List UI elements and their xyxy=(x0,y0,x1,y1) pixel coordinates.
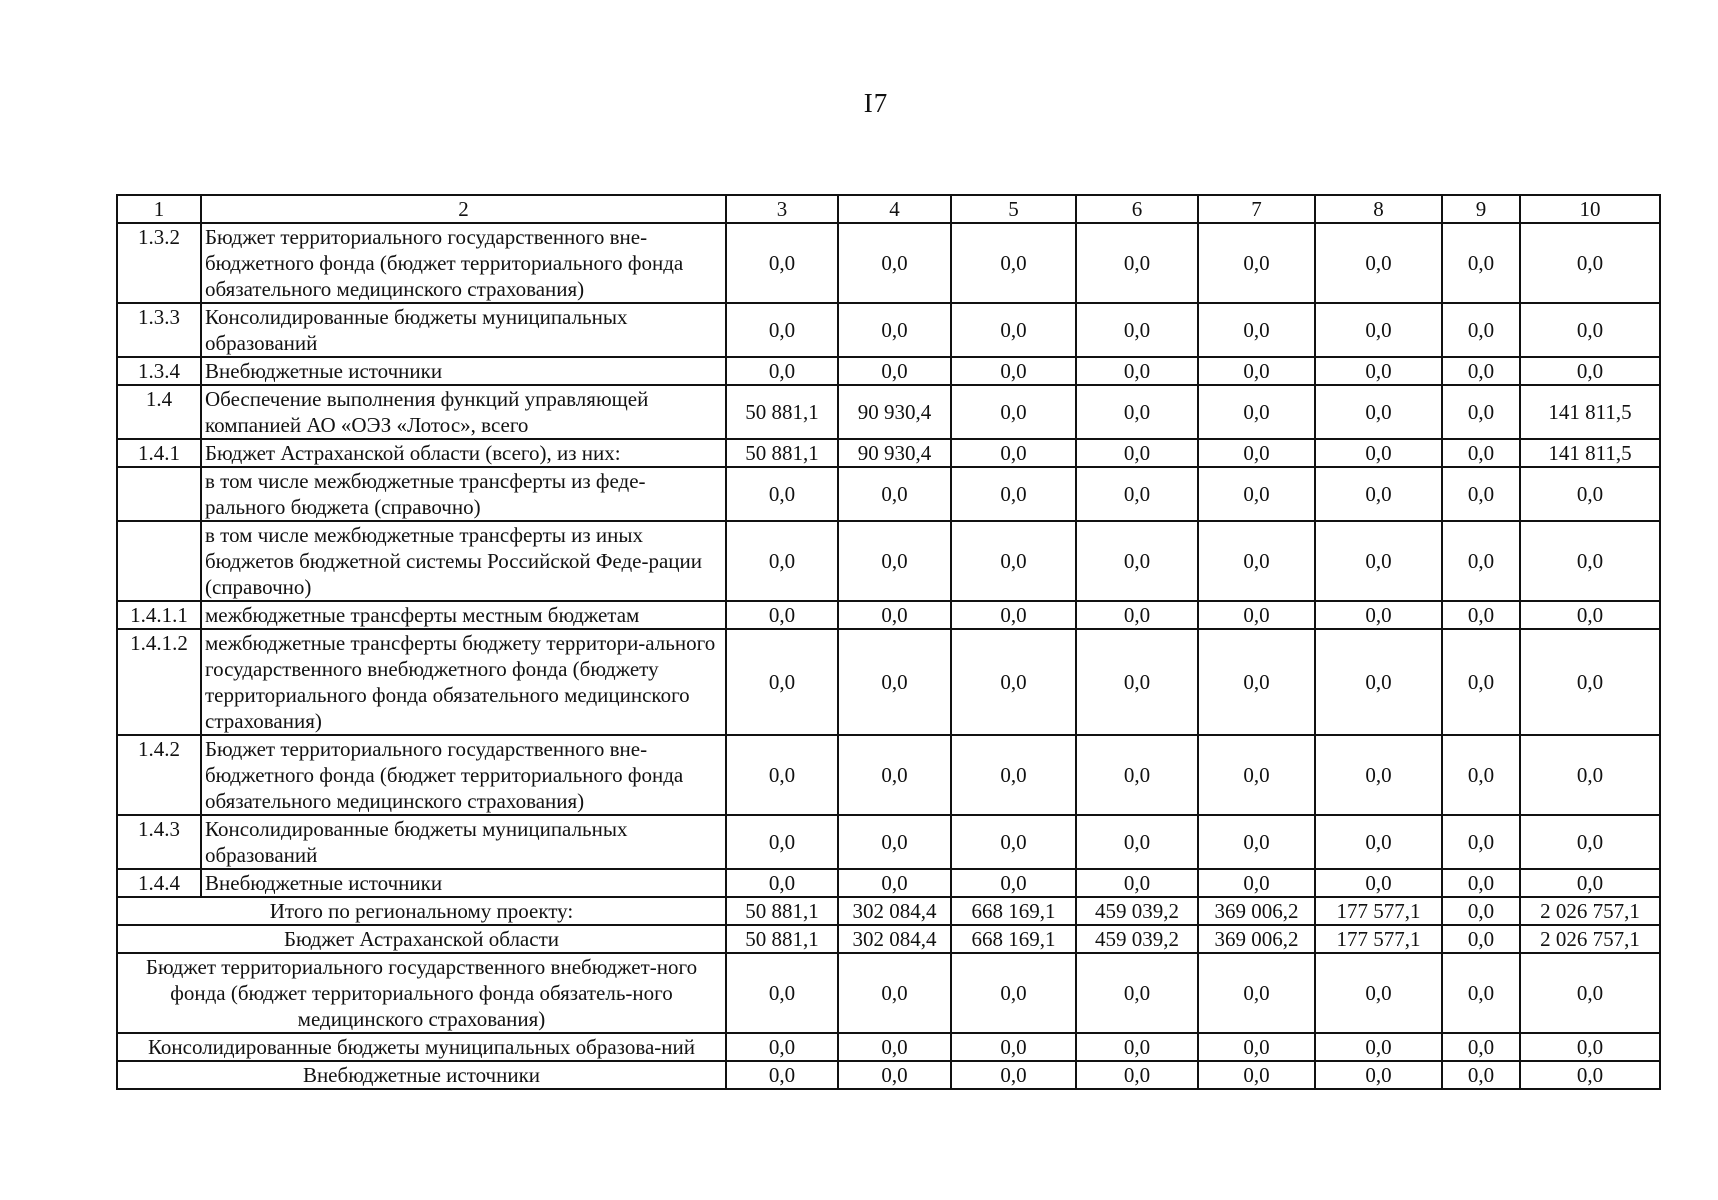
summary-value: 0,0 xyxy=(1520,1033,1660,1061)
row-value: 0,0 xyxy=(838,303,951,357)
table-row xyxy=(117,629,1660,735)
row-code: 1.3.3 xyxy=(117,303,201,357)
row-value: 0,0 xyxy=(1076,467,1198,521)
row-value: 0,0 xyxy=(726,869,838,897)
row-code: 1.4.1 xyxy=(117,439,201,467)
row-name: Внебюджетные источники xyxy=(201,357,726,385)
row-value: 0,0 xyxy=(1076,629,1198,735)
row-name: Обеспечение выполнения функций управляющей компанией АО «ОЭЗ «Лотос», всего xyxy=(201,385,726,439)
row-value: 0,0 xyxy=(1442,735,1520,815)
row-value: 0,0 xyxy=(1198,869,1315,897)
row-value: 0,0 xyxy=(838,869,951,897)
summary-name: Итого по региональному проекту: xyxy=(117,897,726,925)
row-code: 1.4 xyxy=(117,385,201,439)
summary-value: 0,0 xyxy=(726,1033,838,1061)
row-value: 0,0 xyxy=(838,601,951,629)
summary-value: 177 577,1 xyxy=(1315,897,1442,925)
summary-value: 668 169,1 xyxy=(951,897,1076,925)
row-value: 0,0 xyxy=(1520,629,1660,735)
summary-value: 0,0 xyxy=(951,953,1076,1033)
summary-value: 0,0 xyxy=(1442,1033,1520,1061)
table-row xyxy=(117,439,1660,467)
table-row xyxy=(117,815,1660,869)
header-cell: 9 xyxy=(1442,195,1520,223)
row-name: межбюджетные трансферты бюджету территори-ального государственного внебюджетного фонда (бюджету территориального фонда обязательного медицинского страхования) xyxy=(201,629,726,735)
row-value: 0,0 xyxy=(838,735,951,815)
summary-value: 0,0 xyxy=(1520,953,1660,1033)
row-code: 1.3.2 xyxy=(117,223,201,303)
row-value: 90 930,4 xyxy=(838,439,951,467)
row-value: 0,0 xyxy=(1442,521,1520,601)
row-value: 0,0 xyxy=(1442,467,1520,521)
summary-value: 2 026 757,1 xyxy=(1520,925,1660,953)
summary-value: 0,0 xyxy=(838,1061,951,1089)
row-value: 0,0 xyxy=(726,223,838,303)
row-name: Консолидированные бюджеты муниципальных образований xyxy=(201,303,726,357)
row-value: 0,0 xyxy=(951,439,1076,467)
summary-value: 50 881,1 xyxy=(726,925,838,953)
header-row xyxy=(117,195,1660,223)
summary-value: 0,0 xyxy=(726,1061,838,1089)
row-value: 0,0 xyxy=(726,467,838,521)
row-value: 0,0 xyxy=(951,521,1076,601)
row-value: 0,0 xyxy=(1520,303,1660,357)
row-name: в том числе межбюджетные трансферты из феде-рального бюджета (справочно) xyxy=(201,467,726,521)
row-value: 0,0 xyxy=(726,521,838,601)
budget-table xyxy=(116,194,1661,1090)
summary-value: 0,0 xyxy=(726,953,838,1033)
row-value: 0,0 xyxy=(838,467,951,521)
table-row xyxy=(117,869,1660,897)
row-name: Консолидированные бюджеты муниципальных образований xyxy=(201,815,726,869)
row-code xyxy=(117,521,201,601)
summary-name: Консолидированные бюджеты муниципальных образова-ний xyxy=(117,1033,726,1061)
table-row xyxy=(117,735,1660,815)
row-value: 0,0 xyxy=(1442,439,1520,467)
row-value: 0,0 xyxy=(1442,601,1520,629)
row-value: 0,0 xyxy=(951,303,1076,357)
header-cell: 8 xyxy=(1315,195,1442,223)
row-name: в том числе межбюджетные трансферты из иных бюджетов бюджетной системы Российской Феде-рации (справочно) xyxy=(201,521,726,601)
summary-value: 177 577,1 xyxy=(1315,925,1442,953)
summary-value: 0,0 xyxy=(1315,953,1442,1033)
summary-name: Бюджет Астраханской области xyxy=(117,925,726,953)
row-value: 0,0 xyxy=(1198,223,1315,303)
summary-value: 0,0 xyxy=(1198,953,1315,1033)
summary-value: 0,0 xyxy=(1076,953,1198,1033)
table-row xyxy=(117,467,1660,521)
summary-row xyxy=(117,897,1660,925)
row-value: 0,0 xyxy=(1520,815,1660,869)
row-value: 0,0 xyxy=(951,357,1076,385)
summary-value: 0,0 xyxy=(1442,897,1520,925)
row-value: 50 881,1 xyxy=(726,385,838,439)
row-value: 0,0 xyxy=(1315,521,1442,601)
summary-row xyxy=(117,953,1660,1033)
row-name: Бюджет Астраханской области (всего), из них: xyxy=(201,439,726,467)
summary-value: 0,0 xyxy=(1442,953,1520,1033)
row-value: 0,0 xyxy=(951,467,1076,521)
row-value: 0,0 xyxy=(726,601,838,629)
page-number: I7 xyxy=(863,88,889,118)
row-value: 0,0 xyxy=(1076,735,1198,815)
summary-value: 0,0 xyxy=(1442,1061,1520,1089)
table-body xyxy=(117,195,1660,1089)
row-value: 0,0 xyxy=(1315,629,1442,735)
row-value: 0,0 xyxy=(1315,601,1442,629)
summary-value: 0,0 xyxy=(838,1033,951,1061)
row-value: 0,0 xyxy=(1442,303,1520,357)
summary-value: 2 026 757,1 xyxy=(1520,897,1660,925)
row-value: 0,0 xyxy=(1520,357,1660,385)
row-value: 0,0 xyxy=(1442,629,1520,735)
row-value: 0,0 xyxy=(1198,385,1315,439)
row-value: 0,0 xyxy=(1315,223,1442,303)
row-value: 0,0 xyxy=(1315,385,1442,439)
row-value: 0,0 xyxy=(1076,521,1198,601)
row-value: 0,0 xyxy=(951,385,1076,439)
row-value: 0,0 xyxy=(951,735,1076,815)
row-value: 0,0 xyxy=(1076,223,1198,303)
row-value: 0,0 xyxy=(1520,223,1660,303)
row-value: 0,0 xyxy=(726,303,838,357)
row-value: 0,0 xyxy=(1442,223,1520,303)
summary-value: 0,0 xyxy=(1198,1061,1315,1089)
row-code: 1.4.2 xyxy=(117,735,201,815)
summary-value: 302 084,4 xyxy=(838,925,951,953)
row-value: 0,0 xyxy=(1076,357,1198,385)
summary-value: 50 881,1 xyxy=(726,897,838,925)
row-value: 0,0 xyxy=(1520,521,1660,601)
summary-value: 0,0 xyxy=(1315,1061,1442,1089)
header-cell: 10 xyxy=(1520,195,1660,223)
row-value: 0,0 xyxy=(951,223,1076,303)
row-value: 0,0 xyxy=(838,629,951,735)
row-value: 0,0 xyxy=(838,815,951,869)
summary-value: 668 169,1 xyxy=(951,925,1076,953)
row-value: 0,0 xyxy=(951,815,1076,869)
table-row xyxy=(117,357,1660,385)
row-value: 0,0 xyxy=(1520,467,1660,521)
header-cell: 6 xyxy=(1076,195,1198,223)
row-value: 0,0 xyxy=(1198,467,1315,521)
row-value: 0,0 xyxy=(838,357,951,385)
row-value: 0,0 xyxy=(726,815,838,869)
summary-value: 459 039,2 xyxy=(1076,925,1198,953)
row-value: 90 930,4 xyxy=(838,385,951,439)
row-value: 0,0 xyxy=(726,735,838,815)
row-value: 0,0 xyxy=(1198,629,1315,735)
row-code: 1.4.4 xyxy=(117,869,201,897)
row-value: 0,0 xyxy=(1198,521,1315,601)
table-row xyxy=(117,601,1660,629)
row-value: 0,0 xyxy=(1076,303,1198,357)
row-value: 0,0 xyxy=(1442,385,1520,439)
row-value: 0,0 xyxy=(1442,357,1520,385)
row-value: 0,0 xyxy=(1198,815,1315,869)
header-cell: 7 xyxy=(1198,195,1315,223)
row-name: Бюджет территориального государственного вне-бюджетного фонда (бюджет территориального фонда обязательного медицинского страхования) xyxy=(201,223,726,303)
row-code: 1.3.4 xyxy=(117,357,201,385)
row-value: 0,0 xyxy=(1198,601,1315,629)
row-value: 0,0 xyxy=(1315,303,1442,357)
row-code xyxy=(117,467,201,521)
row-value: 0,0 xyxy=(1520,601,1660,629)
header-cell: 4 xyxy=(838,195,951,223)
summary-value: 0,0 xyxy=(838,953,951,1033)
row-value: 0,0 xyxy=(1520,735,1660,815)
row-value: 141 811,5 xyxy=(1520,385,1660,439)
summary-row xyxy=(117,925,1660,953)
header-cell: 1 xyxy=(117,195,201,223)
row-value: 0,0 xyxy=(1520,869,1660,897)
row-value: 0,0 xyxy=(1076,439,1198,467)
summary-value: 0,0 xyxy=(1076,1061,1198,1089)
row-value: 141 811,5 xyxy=(1520,439,1660,467)
row-value: 0,0 xyxy=(1315,735,1442,815)
row-value: 0,0 xyxy=(838,521,951,601)
summary-value: 0,0 xyxy=(1315,1033,1442,1061)
row-value: 0,0 xyxy=(1315,357,1442,385)
table-row xyxy=(117,385,1660,439)
row-value: 0,0 xyxy=(951,629,1076,735)
row-value: 0,0 xyxy=(1198,439,1315,467)
row-value: 0,0 xyxy=(1076,869,1198,897)
row-value: 0,0 xyxy=(726,357,838,385)
summary-row xyxy=(117,1061,1660,1089)
summary-value: 369 006,2 xyxy=(1198,925,1315,953)
summary-value: 0,0 xyxy=(1442,925,1520,953)
summary-value: 0,0 xyxy=(951,1033,1076,1061)
row-code: 1.4.1.1 xyxy=(117,601,201,629)
row-value: 0,0 xyxy=(838,223,951,303)
summary-value: 0,0 xyxy=(1520,1061,1660,1089)
row-value: 0,0 xyxy=(1076,385,1198,439)
header-cell: 2 xyxy=(201,195,726,223)
summary-name: Внебюджетные источники xyxy=(117,1061,726,1089)
header-cell: 5 xyxy=(951,195,1076,223)
summary-value: 302 084,4 xyxy=(838,897,951,925)
summary-value: 0,0 xyxy=(951,1061,1076,1089)
row-value: 0,0 xyxy=(1076,815,1198,869)
row-name: Бюджет территориального государственного вне-бюджетного фонда (бюджет территориального фонда обязательного медицинского страхования) xyxy=(201,735,726,815)
table-row xyxy=(117,303,1660,357)
row-code: 1.4.3 xyxy=(117,815,201,869)
row-name: Внебюджетные источники xyxy=(201,869,726,897)
summary-value: 369 006,2 xyxy=(1198,897,1315,925)
row-value: 0,0 xyxy=(1315,869,1442,897)
summary-value: 459 039,2 xyxy=(1076,897,1198,925)
header-cell: 3 xyxy=(726,195,838,223)
row-code: 1.4.1.2 xyxy=(117,629,201,735)
row-value: 0,0 xyxy=(1315,815,1442,869)
row-value: 0,0 xyxy=(1076,601,1198,629)
row-name: межбюджетные трансферты местным бюджетам xyxy=(201,601,726,629)
summary-row xyxy=(117,1033,1660,1061)
row-value: 0,0 xyxy=(951,601,1076,629)
table-row xyxy=(117,223,1660,303)
row-value: 0,0 xyxy=(1198,357,1315,385)
table-row xyxy=(117,521,1660,601)
summary-name: Бюджет территориального государственного внебюджет-ного фонда (бюджет территориального фонда обязатель-ного медицинского страхования) xyxy=(117,953,726,1033)
row-value: 0,0 xyxy=(1442,869,1520,897)
row-value: 0,0 xyxy=(1198,303,1315,357)
row-value: 0,0 xyxy=(1442,815,1520,869)
row-value: 0,0 xyxy=(951,869,1076,897)
row-value: 0,0 xyxy=(726,629,838,735)
row-value: 0,0 xyxy=(1198,735,1315,815)
row-value: 50 881,1 xyxy=(726,439,838,467)
summary-value: 0,0 xyxy=(1076,1033,1198,1061)
row-value: 0,0 xyxy=(1315,439,1442,467)
row-value: 0,0 xyxy=(1315,467,1442,521)
summary-value: 0,0 xyxy=(1198,1033,1315,1061)
